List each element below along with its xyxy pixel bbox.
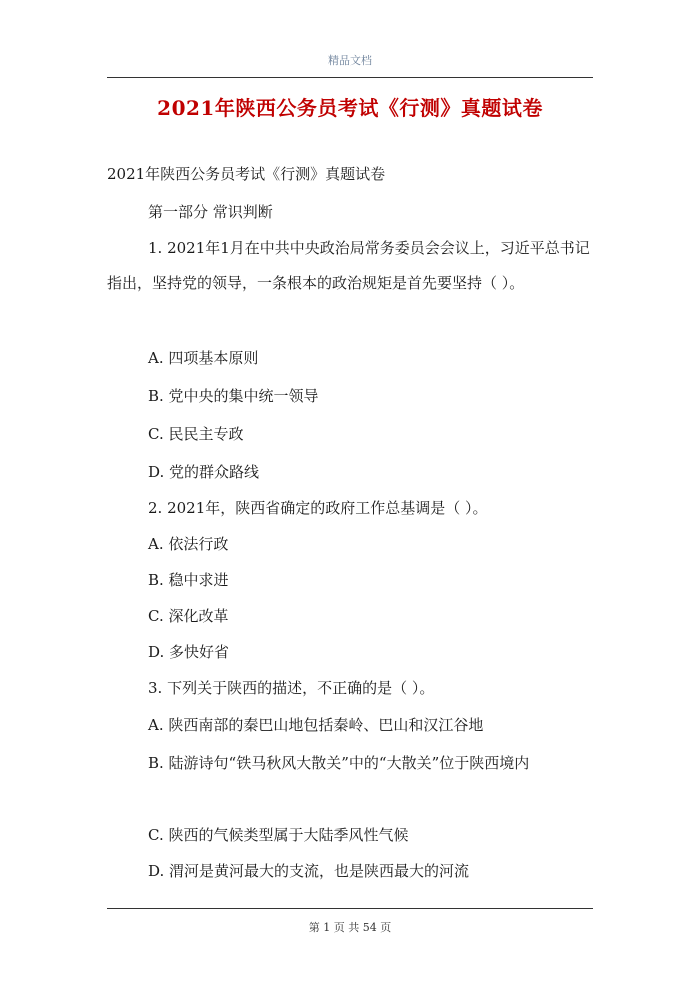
question-3-option-a: A. 陕西南部的秦巴山地包括秦岭、巴山和汉江谷地 xyxy=(148,716,484,734)
page-number: 第 1 页 共 54 页 xyxy=(308,921,392,934)
question-2-option-b: B. 稳中求进 xyxy=(148,571,229,589)
question-2-stem: 2. 2021年，陕西省确定的政府工作总基调是（ ）。 xyxy=(148,499,488,517)
question-2-option-a: A. 依法行政 xyxy=(148,535,229,553)
header-divider xyxy=(107,77,593,78)
header-label: 精品文档 xyxy=(328,54,372,67)
question-2-option-c: C. 深化改革 xyxy=(148,607,229,625)
question-3-stem: 3. 下列关于陕西的描述，不正确的是（ ）。 xyxy=(148,679,435,697)
question-1-option-b: B. 党中央的集中统一领导 xyxy=(148,387,319,405)
document-title: 2021年陕西公务员考试《行测》真题试卷 xyxy=(157,96,543,120)
section-heading: 第一部分 常识判断 xyxy=(148,203,273,221)
question-1-option-d: D. 党的群众路线 xyxy=(148,463,260,481)
question-1-option-a: A. 四项基本原则 xyxy=(148,349,259,367)
footer-divider xyxy=(107,908,593,909)
question-1-option-c: C. 民民主专政 xyxy=(148,425,244,443)
question-3-option-c: C. 陕西的气候类型属于大陆季风性气候 xyxy=(148,826,409,844)
question-3-option-b: B. 陆游诗句“铁马秋风大散关”中的“大散关”位于陕西境内 xyxy=(148,754,530,772)
question-2-option-d: D. 多快好省 xyxy=(148,643,230,661)
document-subtitle: 2021年陕西公务员考试《行测》真题试卷 xyxy=(107,165,386,183)
question-1-stem: 1. 2021年1月在中共中央政治局常务委员会会议上，习近平总书记指出，坚持党的领导，一条根本的政治规矩是首先要坚持（ ）。 xyxy=(107,239,590,292)
question-3-option-d: D. 渭河是黄河最大的支流，也是陕西最大的河流 xyxy=(148,862,470,880)
